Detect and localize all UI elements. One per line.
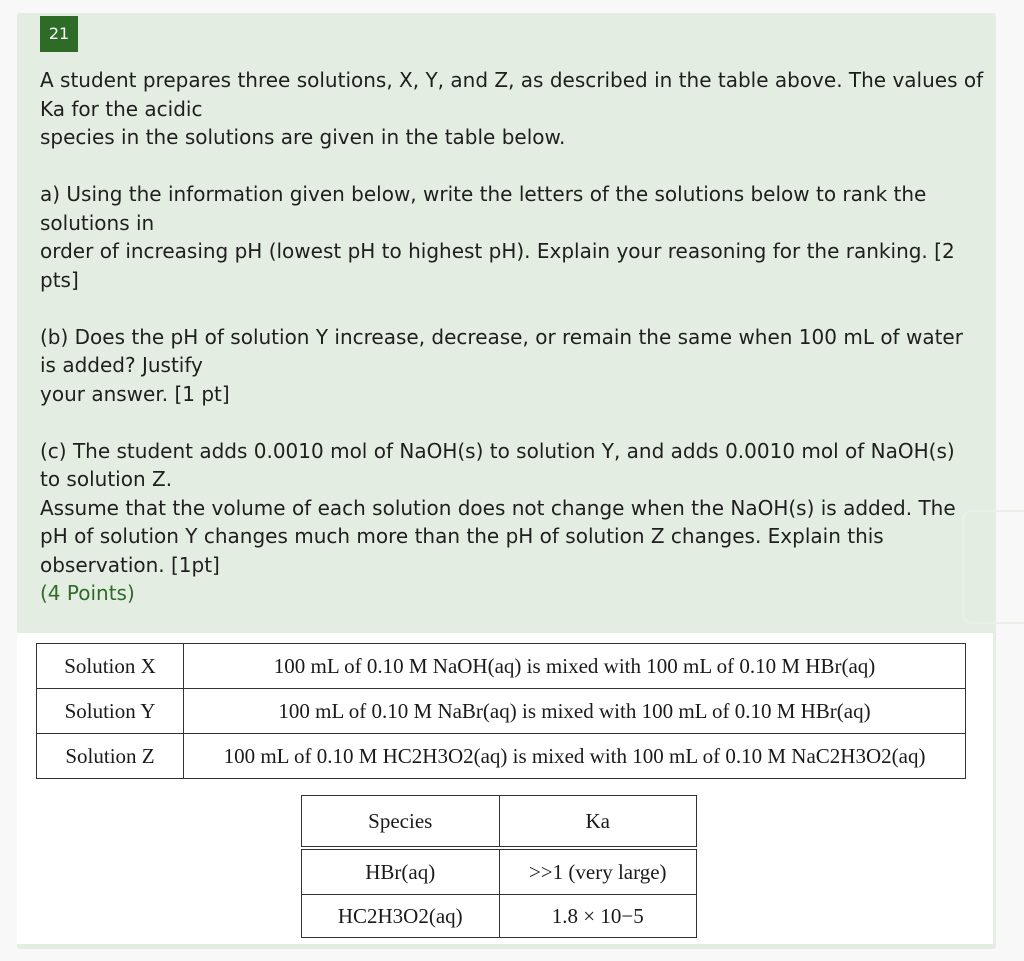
question-line: to solution Z. [40, 467, 173, 491]
question-line: Assume that the volume of each solution does not change when the NaOH(s) is added. The [40, 495, 956, 520]
question-line: solutions in [40, 210, 155, 235]
question-line: is added? Justify [40, 353, 203, 377]
species-cell: HBr(aq) [302, 848, 500, 895]
ka-table [301, 795, 697, 938]
question-line: pts] [40, 267, 79, 292]
header-species: Species [302, 796, 500, 849]
question-line: pH of solution Y changes much more than the pH of solution Z changes. Explain this [40, 524, 884, 548]
header-ka: Ka [499, 796, 697, 849]
table-row [37, 644, 966, 689]
species-cell: HC2H3O2(aq) [302, 895, 500, 938]
question-line: Ka for the acidic [40, 96, 203, 121]
solutions-table [36, 643, 966, 779]
table-row [302, 848, 697, 895]
question-line: (c) The student adds 0.0010 mol of NaOH(s) to solution Y, and adds 0.0010 mol of NaOH(s) [40, 438, 955, 463]
solution-description: 100 mL of 0.10 M HC2H3O2(aq) is mixed with 100 mL of 0.10 M NaC2H3O2(aq) [184, 734, 966, 779]
question-line: your answer. [1 pt] [40, 381, 230, 406]
table-row [37, 689, 966, 734]
question-figure [17, 633, 993, 944]
table-header-row [302, 796, 697, 849]
question-line: order of increasing pH (lowest pH to highest pH). Explain your reasoning for the ranking. [2 [40, 239, 955, 263]
points-label: (4 Points) [40, 581, 135, 605]
solution-description: 100 mL of 0.10 M NaBr(aq) is mixed with 100 mL of 0.10 M HBr(aq) [184, 689, 966, 734]
blank-line [40, 152, 970, 181]
table-row [302, 895, 697, 938]
question-number-badge: 21 [40, 16, 78, 52]
blank-line [40, 294, 970, 323]
question-line: A student prepares three solutions, X, Y, and Z, as described in the table above. The values of [40, 68, 984, 92]
solution-label: Solution X [37, 644, 184, 689]
solution-description: 100 mL of 0.10 M NaOH(aq) is mixed with 100 mL of 0.10 M HBr(aq) [184, 644, 966, 689]
ka-cell: 1.8 × 10−5 [499, 895, 697, 938]
question-text [40, 66, 984, 608]
solution-label: Solution Z [37, 734, 184, 779]
question-line: species in the solutions are given in the table below. [40, 125, 566, 149]
table-row [37, 734, 966, 779]
question-line: a) Using the information given below, write the letters of the solutions below to rank the [40, 182, 927, 206]
question-line: observation. [1pt] [40, 552, 220, 577]
background-beaker-shape [962, 510, 1024, 624]
blank-line [40, 408, 970, 437]
question-line: (b) Does the pH of solution Y increase, decrease, or remain the same when 100 mL of water [40, 324, 963, 349]
solution-label: Solution Y [37, 689, 184, 734]
ka-cell: >>1 (very large) [499, 848, 697, 895]
